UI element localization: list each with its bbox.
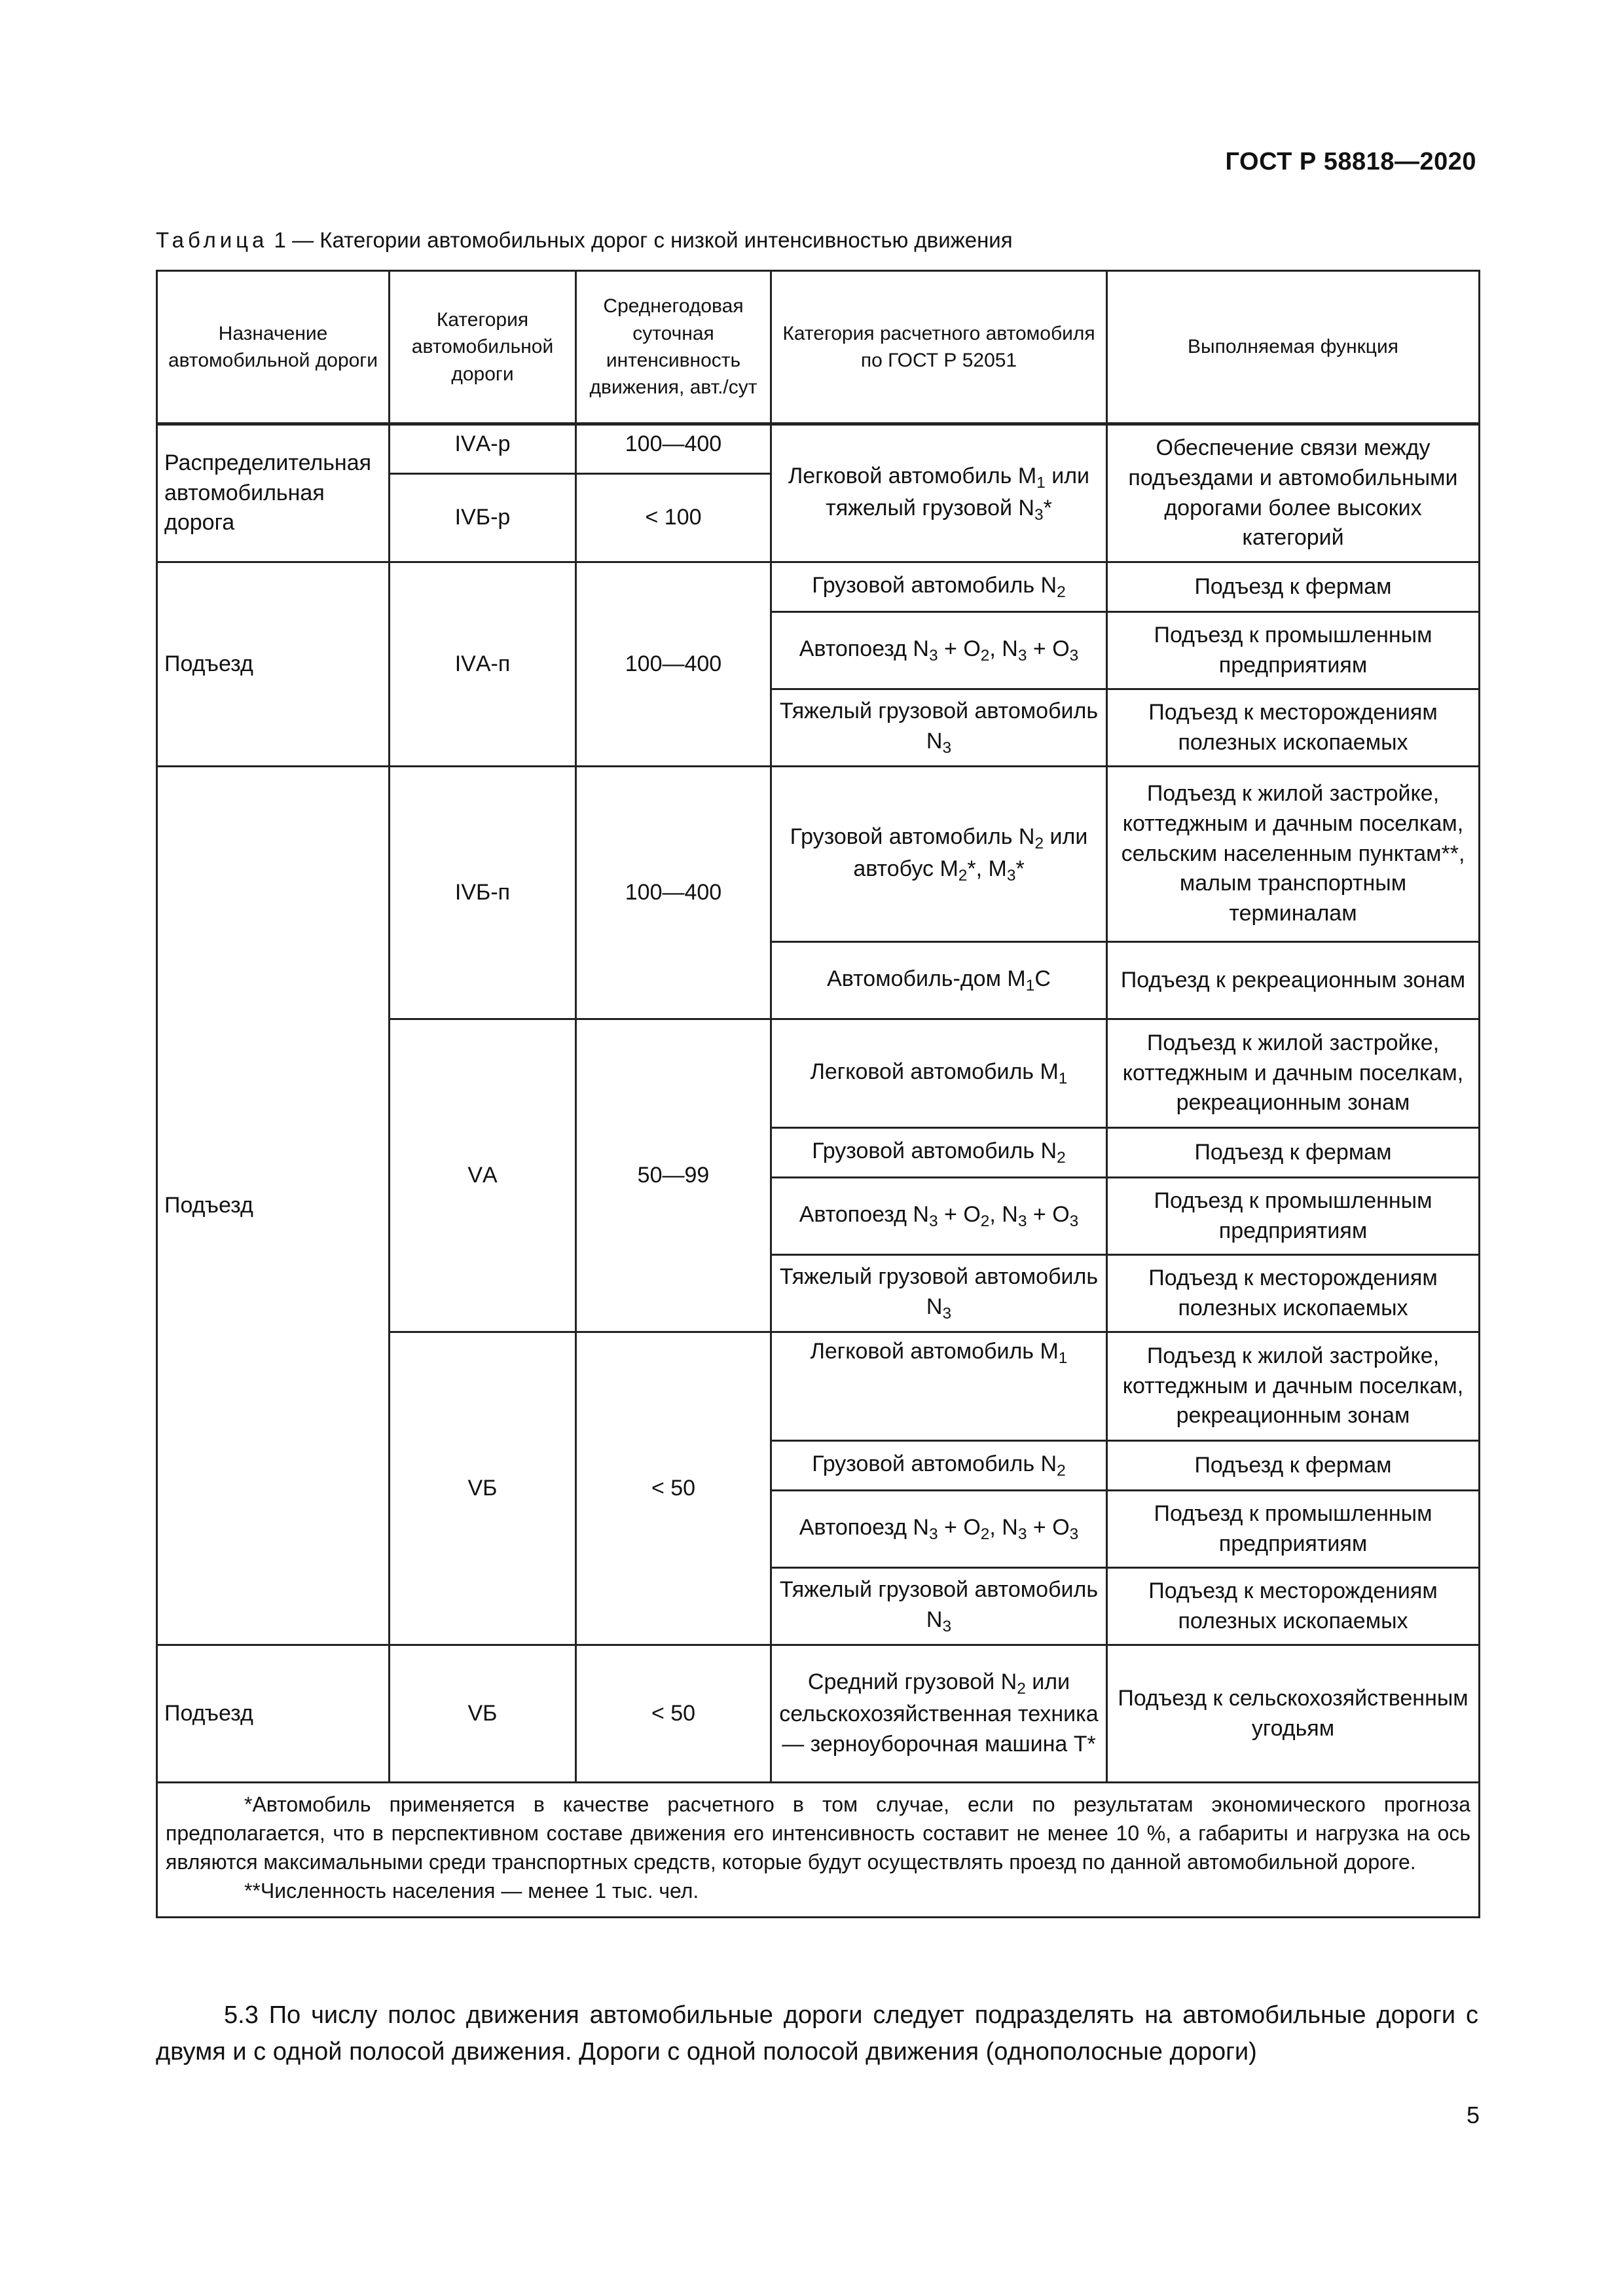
purpose-cell: Распределительная автомобильная дорога <box>157 424 390 562</box>
footnotes-cell <box>157 1783 1480 1918</box>
vehicle-cell: Автопоезд $N_3 + O_2$, $N_3 + O_3$ <box>771 1178 1107 1255</box>
vehicle-cell: Автопоезд $N_3 + O_2$, $N_3 + O_3$ <box>771 1491 1107 1568</box>
table-row <box>157 767 1480 942</box>
function-cell: Подъезд к рекреационным зонам <box>1107 942 1480 1019</box>
function-cell: Подъезд к жилой застройке, коттеджным и дачным поселкам, сельским населенным пунктам**, малым транспортным терминалам <box>1107 767 1480 942</box>
intensity-cell: 100—400 <box>576 767 771 1019</box>
intensity-cell: < 100 <box>576 474 771 562</box>
column-header: Категория расчетного автомобиля по ГОСТ Р 52051 <box>771 271 1107 424</box>
table-header-row <box>157 271 1480 424</box>
function-cell: Подъезд к фермам <box>1107 1441 1480 1491</box>
vehicle-cell: Тяжелый грузовой автомобиль $N_3$ <box>771 689 1107 767</box>
vehicle-cell: Автомобиль-дом $M_1C$ <box>771 942 1107 1019</box>
document-header: ГОСТ Р 58818—2020 <box>1225 148 1476 175</box>
category-cell: IVА-п <box>390 562 576 767</box>
footnotes-row <box>157 1783 1480 1918</box>
vehicle-cell: Средний грузовой $N_2$ или сельскохозяйственная техника — зерноуборочная машина T* <box>771 1645 1107 1783</box>
column-header: Среднегодовая суточная интенсивность движения, авт./сут <box>576 271 771 424</box>
function-cell: Подъезд к месторождениям полезных ископаемых <box>1107 689 1480 767</box>
table-row <box>157 424 1480 474</box>
function-cell: Подъезд к месторождениям полезных ископаемых <box>1107 1568 1480 1645</box>
vehicle-cell: Легковой автомобиль $M_1$ <box>771 1019 1107 1128</box>
category-cell: VА <box>390 1019 576 1332</box>
vehicle-cell: Автопоезд $N_3 + O_2$, $N_3 + O_3$ <box>771 612 1107 689</box>
table-row <box>157 562 1480 612</box>
page-number: 5 <box>1466 2102 1480 2128</box>
function-cell: Подъезд к сельскохозяйственным угодьям <box>1107 1645 1480 1783</box>
table-caption <box>156 228 1013 253</box>
intensity-cell: 50—99 <box>576 1019 771 1332</box>
table-row <box>157 1645 1480 1783</box>
function-cell: Подъезд к фермам <box>1107 1128 1480 1178</box>
purpose-cell: Подъезд <box>157 767 390 1645</box>
paragraph-5-3: 5.3 По числу полос движения автомобильные дороги следует подразделять на автомобильные дороги с двумя и с одной полосой движения. Дороги с одной полосой движения (однополосные дороги) <box>156 2001 1478 2066</box>
category-cell: VБ <box>390 1645 576 1783</box>
function-cell: Подъезд к промышленным предприятиям <box>1107 612 1480 689</box>
column-header: Выполняемая функция <box>1107 271 1480 424</box>
purpose-cell: Подъезд <box>157 1645 390 1783</box>
road-categories-table <box>156 270 1480 1918</box>
function-cell: Обеспечение связи между подъездами и автомобильными дорогами более высоких категорий <box>1107 424 1480 562</box>
intensity-cell: 100—400 <box>576 424 771 474</box>
vehicle-cell: Грузовой автомобиль $N_2$ <box>771 1128 1107 1178</box>
vehicle-cell: Легковой автомобиль $M_1$ или тяжелый грузовой $N_3*$ <box>771 424 1107 562</box>
vehicle-cell: Грузовой автомобиль $N_2$ или автобус $M_2*$, $M_3*$ <box>771 767 1107 942</box>
function-cell: Подъезд к жилой застройке, коттеджным и дачным поселкам, рекреационным зонам <box>1107 1332 1480 1441</box>
intensity-cell: 100—400 <box>576 562 771 767</box>
footnote-1: *Автомобиль применяется в качестве расчетного в том случае, если по результатам экономического прогноза предполагается, что в перспективном составе движения его интенсивность составит не менее 10 %, а габариты и нагрузка на ось являются максимальными среди транспортных средств, которые будут осуществлять проезд по данной автомобильной дороге. <box>166 1793 1470 1874</box>
function-cell: Подъезд к фермам <box>1107 562 1480 612</box>
category-cell: VБ <box>390 1332 576 1645</box>
column-header: Назначение автомобильной дороги <box>157 271 390 424</box>
vehicle-cell: Грузовой автомобиль $N_2$ <box>771 1441 1107 1491</box>
table-caption-text: 1 — Категории автомобильных дорог с низкой интенсивностью движения <box>268 228 1013 252</box>
vehicle-cell: Тяжелый грузовой автомобиль $N_3$ <box>771 1568 1107 1645</box>
intensity-cell: < 50 <box>576 1332 771 1645</box>
vehicle-cell: Легковой автомобиль $M_1$ <box>771 1332 1107 1441</box>
purpose-cell: Подъезд <box>157 562 390 767</box>
intensity-cell: < 50 <box>576 1645 771 1783</box>
category-cell: IVБ-р <box>390 474 576 562</box>
footnote-2: **Численность населения — менее 1 тыс. чел. <box>244 1879 699 1903</box>
vehicle-cell: Тяжелый грузовой автомобиль $N_3$ <box>771 1255 1107 1332</box>
category-cell: IVА-р <box>390 424 576 474</box>
column-header: Категория автомобильной дороги <box>390 271 576 424</box>
vehicle-cell: Грузовой автомобиль $N_2$ <box>771 562 1107 612</box>
category-cell: IVБ-п <box>390 767 576 1019</box>
function-cell: Подъезд к месторождениям полезных ископаемых <box>1107 1255 1480 1332</box>
function-cell: Подъезд к промышленным предприятиям <box>1107 1178 1480 1255</box>
function-cell: Подъезд к жилой застройке, коттеджным и дачным поселкам, рекреационным зонам <box>1107 1019 1480 1128</box>
table-caption-label: Таблица <box>156 228 268 252</box>
function-cell: Подъезд к промышленным предприятиям <box>1107 1491 1480 1568</box>
body-paragraph <box>156 1997 1478 2070</box>
